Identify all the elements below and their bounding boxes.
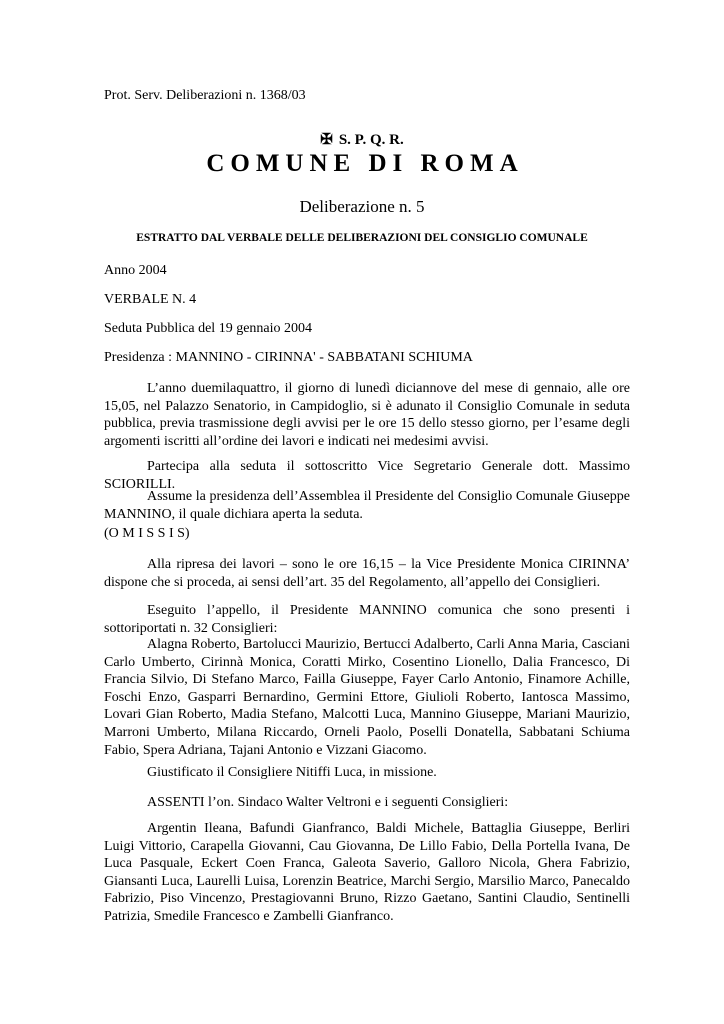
omissis-line: (O M I S S I S) — [104, 526, 190, 541]
anno-line: Anno 2004 — [104, 263, 167, 278]
presidenza-line: Presidenza : MANNINO - CIRINNA' - SABBATANI SCHIUMA — [104, 350, 473, 365]
verbale-line: VERBALE N. 4 — [104, 292, 197, 307]
comune-title: COMUNE DI ROMA — [206, 150, 524, 177]
paragraph-giustificato: Giustificato il Consigliere Nitiffi Luca, in missione. — [147, 765, 437, 780]
paragraph-appello: Eseguito l’appello, il Presidente MANNINO comunica che sono presenti i sottoriportati n. 32 Consiglieri: — [104, 603, 630, 636]
paragraph-segretario: Partecipa alla seduta il sottoscritto Vice Segretario Generale dott. Massimo SCIORILLI. — [104, 459, 630, 492]
paragraph-opening: L’anno duemilaquattro, il giorno di lunedì diciannove del mese di gennaio, alle ore 15,05, nel Palazzo Senatorio, in Campidoglio, si è adunato il Consiglio Comunale in seduta pubblica, previa trasmissione degli avvisi per le ore 15 dello stesso giorno, per l’esame degli argomenti iscritti all’ordine dei lavori e indicati nei medesimi avvisi. — [104, 381, 630, 449]
seduta-line: Seduta Pubblica del 19 gennaio 2004 — [104, 321, 313, 336]
paragraph-presidenza: Assume la presidenza dell’Assemblea il Presidente del Consiglio Comunale Giuseppe MANNINO, il quale dichiara aperta la seduta. — [104, 489, 630, 522]
estratto-heading: ESTRATTO DAL VERBALE DELLE DELIBERAZIONI DEL CONSIGLIO COMUNALE — [136, 232, 588, 244]
maltese-cross-icon: ✠ — [320, 132, 333, 148]
paragraph-assenti-list: Argentin Ileana, Bafundi Gianfranco, Baldi Michele, Battaglia Giuseppe, Berliri Luigi Vittorio, Carapella Giovanni, Cau Giovanna, De Lillo Fabio, Della Portella Ivana, De Luca Pasquale, Eckert Coen Franca, Galeota Saverio, Galloro Nicola, Ghera Fabrizio, Giansanti Luca, Laurelli Luisa, Lorenzin Beatrice, Marchi Sergio, Marsilio Marco, Panecaldo Fabrizio, Piso Vincenzo, Prestagiovanni Bruno, Rizzo Gaetano, Santini Claudio, Sentinelli Patrizia, Smedile Francesco e Zambelli Gianfranco. — [104, 821, 630, 924]
spqr-heading — [0, 130, 724, 149]
paragraph-ripresa: Alla ripresa dei lavori – sono le ore 16,15 – la Vice Presidente Monica CIRINNA’ dispone che si proceda, ai sensi dell’art. 35 del Regolamento, all’appello dei Consiglieri. — [104, 557, 630, 590]
paragraph-presenti-list: Alagna Roberto, Bartolucci Maurizio, Bertucci Adalberto, Carli Anna Maria, Casciani Carlo Umberto, Cirinnà Monica, Coratti Mirko, Cosentino Lionello, Dalia Francesco, Di Francia Silvio, Di Stefano Marco, Failla Giuseppe, Fayer Carlo Antonio, Finamore Achille, Foschi Enzo, Gasparri Bernardino, Germini Ettore, Giulioli Roberto, Iantosca Massimo, Lovari Gian Roberto, Madia Stefano, Malcotti Luca, Mannino Giuseppe, Mariani Maurizio, Marroni Umberto, Milana Riccardo, Orneli Paolo, Poselli Donatella, Sabbatani Schiuma Fabio, Spera Adriana, Tajani Antonio e Vizzani Giacomo. — [104, 637, 630, 758]
spqr-text: S. P. Q. R. — [338, 132, 404, 148]
protocol-number: Prot. Serv. Deliberazioni n. 1368/03 — [104, 88, 306, 103]
paragraph-assenti: ASSENTI l’on. Sindaco Walter Veltroni e i seguenti Consiglieri: — [147, 795, 509, 810]
deliberazione-number: Deliberazione n. 5 — [299, 197, 425, 216]
